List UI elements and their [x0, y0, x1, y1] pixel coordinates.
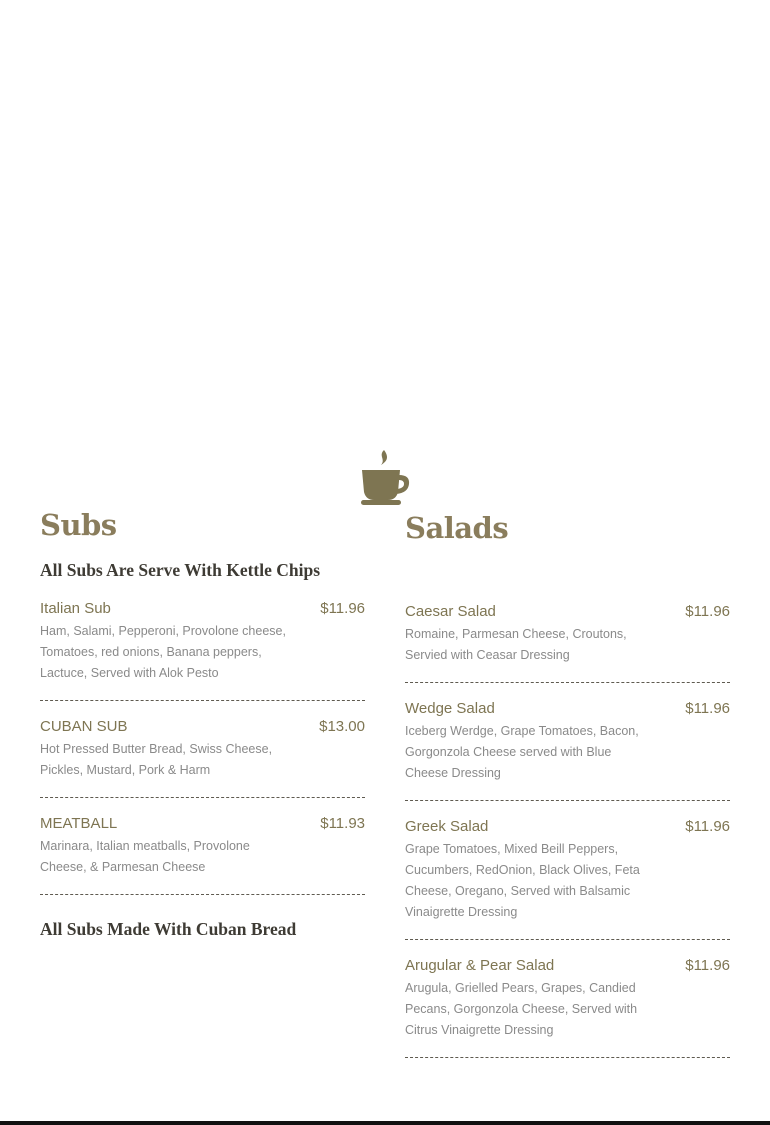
coffee-cup-icon: [358, 448, 412, 506]
item-name: Wedge Salad: [405, 700, 495, 717]
item-description: Hot Pressed Butter Bread, Swiss Cheese, Pickles, Mustard, Pork & Harm: [40, 742, 273, 777]
item-price: $11.93: [320, 815, 365, 832]
subs-intro: All Subs Are Serve With Kettle Chips: [40, 560, 321, 580]
item-price: $11.96: [685, 957, 730, 974]
divider: [40, 894, 365, 895]
divider: [40, 700, 365, 701]
subs-title: Subs: [40, 508, 117, 542]
item-price: $11.96: [685, 700, 730, 717]
item-description: Arugula, Grielled Pears, Grapes, Candied Pecans, Gorgonzola Cheese, Served with Citrus Vinaigrette Dressing: [405, 981, 638, 1037]
item-description: Ham, Salami, Pepperoni, Provolone cheese, Tomatoes, red onions, Banana peppers, Lactuce, Served with Alok Pesto: [40, 624, 286, 680]
item-price: $11.96: [685, 603, 730, 620]
item-name: Caesar Salad: [405, 603, 496, 620]
item-description: Marinara, Italian meatballs, Provolone Cheese, & Parmesan Cheese: [40, 839, 250, 874]
divider: [405, 1057, 730, 1058]
divider: [405, 800, 730, 801]
item-description: Grape Tomatoes, Mixed Beill Peppers, Cucumbers, RedOnion, Black Olives, Feta Cheese, Oregano, Served with Balsamic Vinaigrette Dressing: [405, 842, 640, 919]
item-name: Greek Salad: [405, 818, 489, 835]
item-description: Iceberg Werdge, Grape Tomatoes, Bacon, Gorgonzola Cheese served with Blue Cheese Dressing: [405, 724, 639, 780]
item-price: $11.96: [320, 600, 365, 617]
item-description: Romaine, Parmesan Cheese, Croutons, Servied with Ceasar Dressing: [405, 627, 627, 662]
subs-footer-note: All Subs Made With Cuban Bread: [40, 919, 297, 939]
footer-bar: [0, 1121, 770, 1125]
item-name: CUBAN SUB: [40, 718, 128, 735]
item-name: Arugular & Pear Salad: [405, 957, 555, 974]
divider: [40, 797, 365, 798]
divider: [405, 682, 730, 683]
item-name: MEATBALL: [40, 815, 118, 832]
item-name: Italian Sub: [40, 600, 111, 617]
divider: [405, 939, 730, 940]
item-price: $13.00: [319, 718, 365, 735]
item-price: $11.96: [685, 818, 730, 835]
salads-title: Salads: [405, 511, 509, 545]
